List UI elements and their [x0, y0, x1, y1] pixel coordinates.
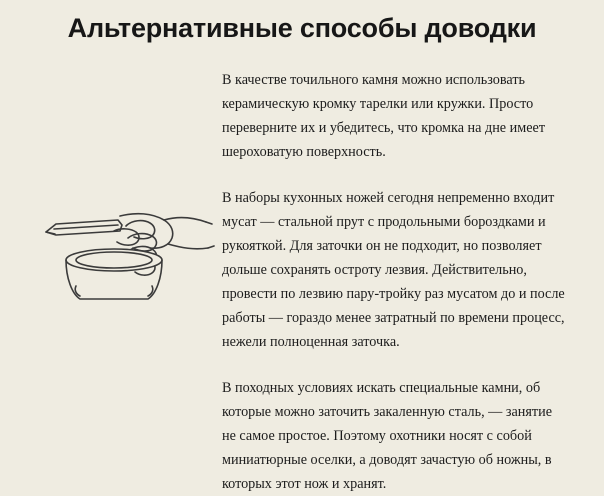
hand-sharpening-on-mug-illustration: [40, 186, 215, 306]
paragraph-2: В наборы кухонных ножей сегодня непременно входит мусат — стальной прут с продольными бороздками и рукояткой. Для заточки он не подходит, но позволяет дольше сохранять остроту лезвия. Действительно, провести по лезвию пару-тройку раз мусатом до и после работы — гораздо менее затратный по времени процесс, нежели полноценная заточка.: [222, 190, 565, 350]
article-body: [222, 68, 566, 496]
page-title: Альтернативные способы доводки: [67, 13, 537, 43]
paragraph-3: В походных условиях искать специальные камни, об которые можно заточить закаленную сталь, — занятие не самое простое. Поэтому охотники носят с собой миниатюрные оселки, а доводят зачастую об ножны, в которых этот нож и хранят.: [222, 380, 553, 492]
paragraph-1: В качестве точильного камня можно использовать керамическую кромку тарелки или кружки. Просто переверните их и убедитесь, что кромка на дне имеет шероховатую поверхность.: [222, 72, 546, 160]
